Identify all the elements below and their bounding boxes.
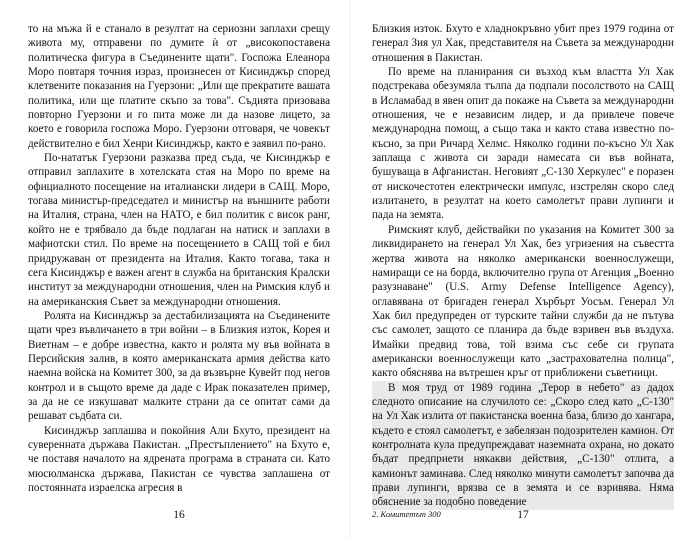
right-paragraph-3: Римският клуб, действайки по указания на Комитет 300 за ликвидирането на генерал Ул Хак, без угризения на съвестта жертва живота на няколко американски военнослужещи, намиращи се на борда, включително група от Агенция „Военно разузнаване" (U.S. Army Defense Intelligence Agency), оглавявана от бригаден генерал Хърбърт Уосъм. Генерал Ул Хак бил предупреден от турските тайни служби да не пътува със самолет, защото се планира да бъде взривен във въздуха. Имайки предвид това, той взима със себе си групата американски военнослужещи като „застрахователна полица", както обяснява на вътрешен кръг от приближени съветници. bbox=[372, 223, 674, 380]
right-paragraph-1: Близкия изток. Бхуто е хладнокръвно убит през 1979 година от генерал Зия ул Хак, представителя на Съвета за международни отношения в Пакистан. bbox=[372, 23, 674, 64]
book-gutter bbox=[349, 0, 351, 539]
right-page-number: 17 bbox=[517, 509, 529, 521]
right-paragraph-4: В моя труд от 1989 година „Терор в небето" аз дадох следното описание на случилото се: „Скоро след като „С-130" на Ул Хак излита от пакистанска военна база, близо до хангара, където е стоял самолетът, е забелязан подозрителен камион. От контролната кула предупреждават наземната охрана, но докато бъдат предприети някакви действия, „С-130" отлита, а камионът заминава. След няколко минути самолетът започва да прави лупинги, врязва се в земята и се взривява. Няма обяснение за подобно поведение bbox=[372, 381, 674, 509]
left-paragraph-4: Кисинджър заплашва и покойния Али Бхуто, президент на суверенната държава Пакистан. „Престъплението" на Бхуто е, че поставя началото на ядрената програма в страната си. Като мюсюлманска държава, Пакистан се чувства заплашена от постоянната израелска агресия в bbox=[28, 424, 330, 494]
footer-chapter-note: 2. Комитетът 300 bbox=[372, 509, 441, 519]
right-page-text bbox=[372, 22, 674, 510]
left-paragraph-1: то на мъжа й е станало в резултат на сериозни заплахи срещу живота му, отправени по думите ѝ от „високопоставена политическа фигура в Съединените щати". Госпожа Елеанора Моро повтаря точния израз, произнесен от Кисинджър според клетвените показания на Гуерзони: „Или ще прекратите вашата политика, или ще платите скъпо за това". Съдията призовава повторно Гуерзони и го пита може ли да назове лицето, за което е говорила госпожа Моро. Гуерзони отговаря, че човекът действително е бил Хенри Кисинджър, както е заявил по-рано. bbox=[28, 23, 330, 150]
left-paragraph-3: Ролята на Кисинджър за дестабилизацията на Съединените щати чрез въвличането в три войни – в Близкия изток, Корея и Виетнам – е добре известна, както и ролята му във войната в Персийския залив, в която американската армия действа като наемна войска на Комитет 300, за да възвърне Кувейт под негов контрол и в същото време да даде с Ирак показателен пример, за да не се изкушават малките страни да се опитат сами да решават съдбата си. bbox=[28, 309, 330, 423]
right-paragraph-2: По време на планирания си възход към властта Ул Хак подстрекава обезумяла тълпа да подпали посолството на САЩ в Исламабад в явен опит да покаже на Съвета за международни отношения, че е независим лидер, и да привлече повече международна помощ, а също така и както става известно по-късно, за при Ричард Хелмс. Няколко години по-късно Ул Хак заплаща с живота си заради намесата си във войната, бушуваща в Афганистан. Неговият „С-130 Херкулес" е поразен от нискочестотен електрически импулс, изстрелян скоро след излитането, в резултат на което самолетът прави лупинги и пада на земята. bbox=[372, 66, 674, 222]
left-page-text bbox=[28, 22, 330, 495]
left-page-number: 16 bbox=[173, 509, 185, 521]
left-paragraph-2: По-нататък Гуерзони разказва пред съда, че Кисинджър е отправил заплахите в хотелската стая на Моро по време на официалното посещение на италиански лидери в САЩ. Моро, тогава министър-председател и министър на външните работи на Италия, страна, член на НАТО, е бил политик с висок ранг, който не е трябвало да бъде подлаган на натиск и заплахи в мафиотски стил. По време на посещението в САЩ той е бил придружаван от президента на Италия. Както тогава, така и сега Кисинджър е важен агент в служба на британския Кралски институт за международни отношения, член на Римския клуб и на американския Съвет за международни отношения. bbox=[28, 152, 330, 308]
